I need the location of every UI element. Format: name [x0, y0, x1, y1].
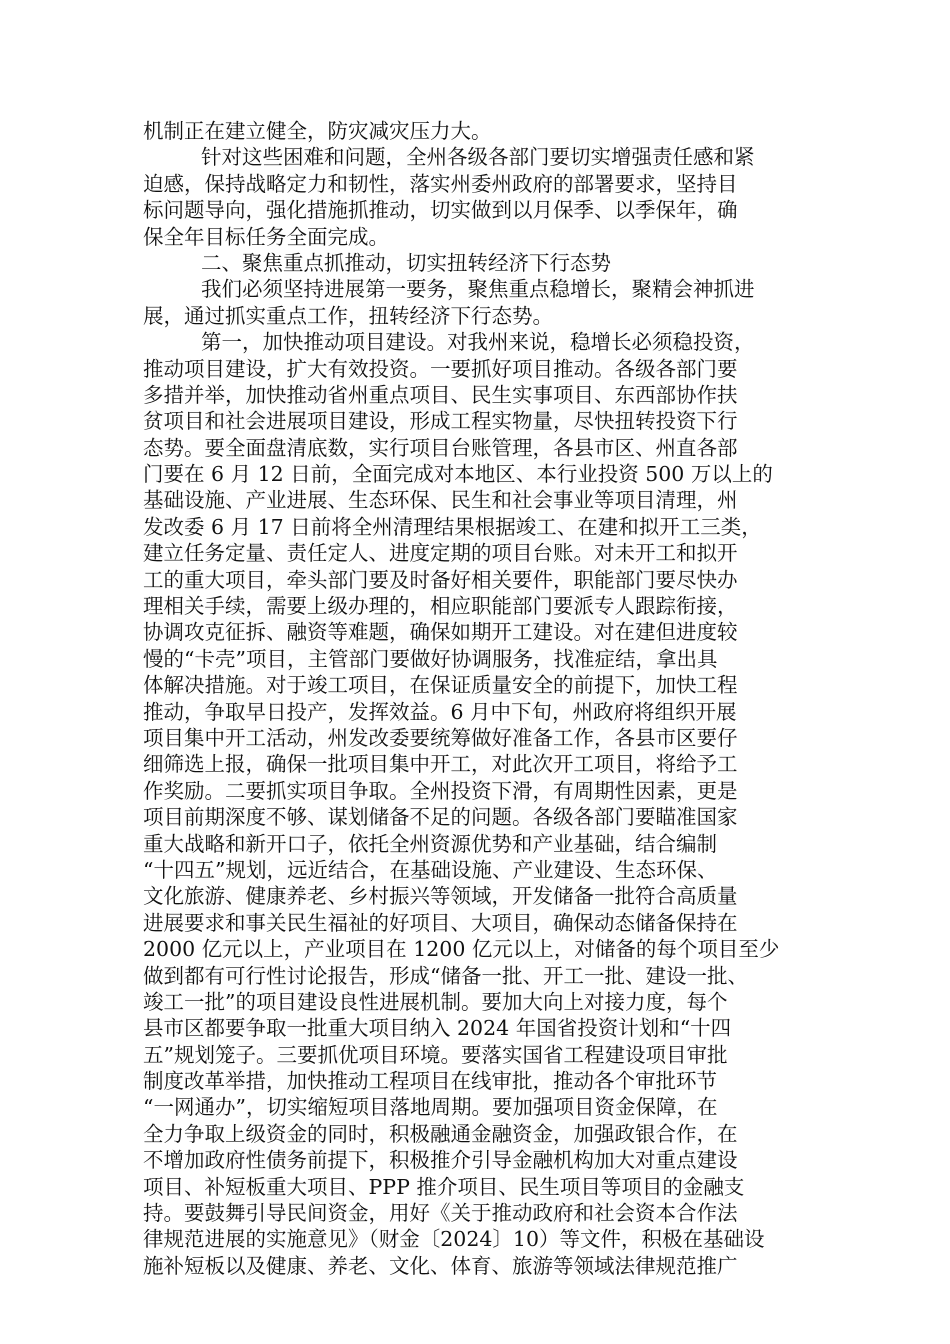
paragraph-first-line: 第一，加快推动项目建设。对我州来说，稳增长必须稳投资， [201, 330, 755, 355]
text-line: 做到都有可行性讨论报告，形成“储备一批、开工一批、建设一批、 [143, 963, 748, 988]
text-line: 项目集中开工活动，州发改委要统筹做好准备工作，各县市区要仔 [143, 725, 738, 750]
text-line: 项目前期深度不够、谋划储备不足的问题。各级各部门要瞄准国家 [143, 805, 738, 830]
document-body [143, 118, 823, 1279]
text-line: 项目、补短板重大项目、PPP 推介项目、民生项目等项目的金融支 [143, 1174, 745, 1199]
paragraph-first-line: 我们必须坚持进展第一要务，聚焦重点稳增长，聚精会神抓进 [201, 277, 755, 302]
text-line: 持。要鼓舞引导民间资金，用好《关于推动政府和社会资本合作法 [143, 1201, 738, 1226]
text-line: 2000 亿元以上，产业项目在 1200 亿元以上，对储备的每个项目至少 [143, 937, 780, 962]
paragraph-first-line: 针对这些困难和问题，全州各级各部门要切实增强责任感和紧 [201, 145, 755, 170]
text-line: 制度改革举措，加快推动工程项目在线审批，推动各个审批环节 [143, 1069, 717, 1094]
text-line: 推动项目建设，扩大有效投资。一要抓好项目推动。各级各部门要 [143, 356, 738, 381]
text-line: 细筛选上报，确保一批项目集中开工，对此次开工项目，将给予工 [143, 752, 738, 777]
text-line: 基础设施、产业进展、生态环保、民生和社会事业等项目清理，州 [143, 488, 738, 513]
text-line: 竣工一批”的项目建设良性进展机制。要加大向上对接力度，每个 [143, 989, 728, 1014]
text-line: 五”规划笼子。三要抓优项目环境。要落实国省工程建设项目审批 [143, 1042, 728, 1067]
text-line: 态势。要全面盘清底数，实行项目台账管理，各县市区、州直各部 [143, 435, 738, 460]
text-line: 体解决措施。对于竣工项目，在保证质量安全的前提下，加快工程 [143, 673, 738, 698]
text-line: 展，通过抓实重点工作，扭转经济下行态势。 [143, 303, 553, 328]
text-line: 迫感，保持战略定力和韧性，落实州委州政府的部署要求，坚持目 [143, 171, 738, 196]
text-line: 县市区都要争取一批重大项目纳入 2024 年国省投资计划和“十四 [143, 1016, 732, 1041]
text-line: 理相关手续，需要上级办理的，相应职能部门要派专人跟踪衔接， [143, 594, 738, 619]
text-line: 协调攻克征拆、融资等难题，确保如期开工建设。对在建但进度较 [143, 620, 738, 645]
paragraph-first-line: 二、聚焦重点抓推动，切实扭转经济下行态势 [201, 250, 611, 275]
text-line: 建立任务定量、责任定人、进度定期的项目台账。对未开工和拟开 [143, 541, 738, 566]
text-line: 重大战略和新开口子，依托全州资源优势和产业基础，结合编制 [143, 831, 717, 856]
text-line: 全力争取上级资金的同时，积极融通金融资金，加强政银合作，在 [143, 1121, 738, 1146]
text-line: 保全年目标任务全面完成。 [143, 224, 389, 249]
text-line: 机制正在建立健全，防灾减灾压力大。 [143, 119, 492, 143]
text-line: 不增加政府性债务前提下，积极推介引导金融机构加大对重点建设 [143, 1148, 738, 1173]
text-line: 推动，争取早日投产，发挥效益。6 月中下旬，州政府将组织开展 [143, 699, 737, 724]
text-line: “一网通办”，切实缩短项目落地周期。要加强项目资金保障，在 [143, 1095, 718, 1120]
text-line: 作奖励。二要抓实项目争取。全州投资下滑，有周期性因素，更是 [143, 778, 738, 803]
text-line: 多措并举，加快推动省州重点项目、民生实事项目、东西部协作扶 [143, 382, 738, 407]
text-line: 进展要求和事关民生福祉的好项目、大项目，确保动态储备保持在 [143, 910, 738, 935]
text-line: 律规范进展的实施意见》（财金〔2024〕10）等文件，积极在基础设 [143, 1227, 765, 1252]
text-line: 标问题导向，强化措施抓推动，切实做到以月保季、以季保年，确 [143, 198, 738, 223]
text-line: 施补短板以及健康、养老、文化、体育、旅游等领域法律规范推广 [143, 1253, 738, 1278]
text-line: “十四五”规划，远近结合，在基础设施、产业建设、生态环保、 [143, 857, 718, 882]
text-line: 文化旅游、健康养老、乡村振兴等领域，开发储备一批符合高质量 [143, 884, 738, 909]
text-line: 发改委 6 月 17 日前将全州清理结果根据竣工、在建和拟开工三类， [143, 514, 762, 539]
text-line: 工的重大项目，牵头部门要及时备好相关要件，职能部门要尽快办 [143, 567, 738, 592]
text-line: 慢的“卡壳”项目，主管部门要做好协调服务，找准症结，拿出具 [143, 646, 718, 671]
text-line: 门要在 6 月 12 日前，全面完成对本地区、本行业投资 500 万以上的 [143, 462, 773, 487]
text-line: 贫项目和社会进展项目建设，形成工程实物量，尽快扭转投资下行 [143, 409, 738, 434]
